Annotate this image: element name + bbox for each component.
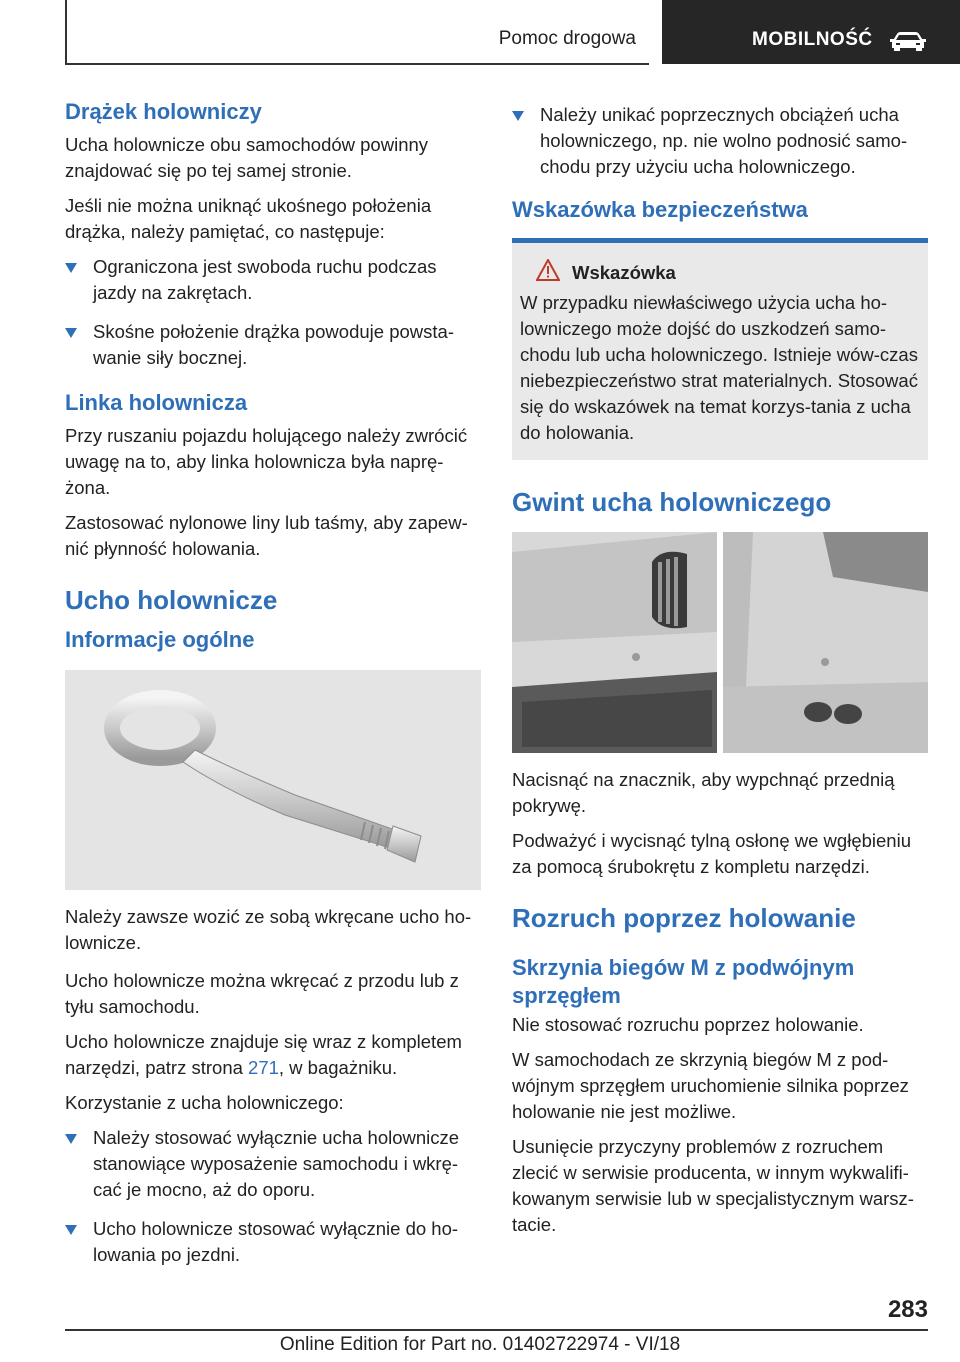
triangle-bullet-icon (65, 328, 77, 338)
paragraph: Zastosować nylonowe liny lub taśmy, aby zapew‐nić płynność holowania. (65, 512, 468, 559)
paragraph: Korzystanie z ucha holowniczego: (65, 1092, 344, 1113)
front-bumper-image (512, 532, 717, 753)
heading-drazek: Drążek holowniczy (65, 99, 262, 124)
page-link[interactable]: 271 (248, 1057, 279, 1078)
list-item: Należy unikać poprzecznych obciążeń ucha holowniczego, np. nie wolno podnosić samo‐chodu przy użyciu ucha holowniczego. (512, 102, 928, 180)
page-number: 283 (887, 1296, 928, 1323)
left-column (65, 98, 481, 1281)
bullet-list (65, 254, 481, 371)
triangle-bullet-icon (65, 1225, 77, 1235)
paragraph: Podważyć i wycisnąć tylną osłonę we wgłębieniu za pomocą śrubokrętu z kompletu narzędzi. (512, 830, 911, 877)
heading-wskazowka-bezpieczenstwa: Wskazówka bezpieczeństwa (512, 197, 808, 222)
paragraph: Nie stosować rozruchu poprzez holowanie. (512, 1014, 864, 1035)
bumper-images (512, 532, 928, 753)
heading-informacje: Informacje ogólne (65, 627, 255, 652)
triangle-bullet-icon (65, 263, 77, 273)
header-chapter-label: MOBILNOŚĆ (752, 29, 873, 50)
list-item: Skośne położenie drążka powoduje powsta‐wanie siły bocznej. (65, 319, 481, 371)
heading-ucho: Ucho holownicze (65, 585, 278, 615)
list-item: Należy stosować wyłącznie ucha holownicze stanowiące wyposażenie samochodu i wkrę‐cać je mocno, aż do oporu. (65, 1125, 481, 1203)
paragraph: Przy ruszaniu pojazdu holującego należy zwrócić uwagę na to, aby linka holownicza była naprę‐żona. (65, 425, 468, 498)
paragraph: Nacisnąć na znacznik, aby wypchnąć przednią pokrywę. (512, 769, 895, 816)
heading-rozruch: Rozruch poprzez holowanie (512, 903, 856, 933)
tow-eye-image (65, 670, 481, 890)
footer-edition: Online Edition for Part no. 01402722974 - VI/18 (279, 1334, 681, 1355)
bullet-list (512, 102, 928, 180)
triangle-bullet-icon (512, 111, 524, 121)
heading-linka: Linka holownicza (65, 390, 248, 415)
header-underline (65, 63, 649, 65)
warning-text: W przypadku niewłaściwego użycia ucha ho‐lowniczego może dojść do uszkodzeń samo‐chodu lub ucha holowniczego. Istnieje wów‐czas niebezpieczeństwo strat materialnych. Stosować się do wskazówek na temat korzys‐tania z ucha do holowania. (520, 292, 918, 443)
warning-box (512, 243, 928, 460)
header-section-title: Pomoc drogowa (498, 28, 636, 49)
triangle-bullet-icon (65, 1134, 77, 1144)
warning-title: Wskazówka (520, 259, 920, 286)
right-column (512, 102, 928, 1247)
list-item: Ograniczona jest swoboda ruchu podczas jazdy na zakrętach. (65, 254, 481, 306)
paragraph: W samochodach ze skrzynią biegów M z pod‐wójnym sprzęgłem uruchomienie silnika poprzez holowanie nie jest możliwe. (512, 1049, 909, 1122)
heading-skrzynia: Skrzynia biegów M z podwójnym sprzęgłem (512, 955, 855, 1008)
bullet-list (65, 1125, 481, 1268)
paragraph: Ucho holownicze można wkręcać z przodu lub z tyłu samochodu. (65, 970, 459, 1017)
paragraph: Należy zawsze wozić ze sobą wkręcane ucho ho‐lownicze. (65, 906, 472, 953)
paragraph: Ucha holownicze obu samochodów powinny znajdować się po tej samej stronie. (65, 134, 429, 181)
heading-gwint: Gwint ucha holowniczego (512, 487, 832, 517)
header-chapter-tab[interactable] (662, 0, 960, 64)
paragraph: Jeśli nie można uniknąć ukośnego położenia drążka, należy pamiętać, co następuje: (65, 195, 432, 242)
warning-triangle-icon (536, 259, 560, 286)
paragraph: Usunięcie przyczyny problemów z rozruchem zlecić w serwisie producenta, w innym wykwalifi‐kowanym serwisie lub w specjalistycznym warsz‐tacie. (512, 1136, 914, 1235)
rear-bumper-image (723, 532, 928, 753)
list-item: Ucho holownicze stosować wyłącznie do ho‐lowania po jezdni. (65, 1216, 481, 1268)
paragraph: Ucho holownicze znajduje się wraz z kompletem narzędzi, patrz strona 271, w bagażniku. (65, 1031, 462, 1078)
car-icon (888, 30, 928, 57)
footer-rule (65, 1329, 928, 1331)
header-left-rule (65, 0, 67, 64)
